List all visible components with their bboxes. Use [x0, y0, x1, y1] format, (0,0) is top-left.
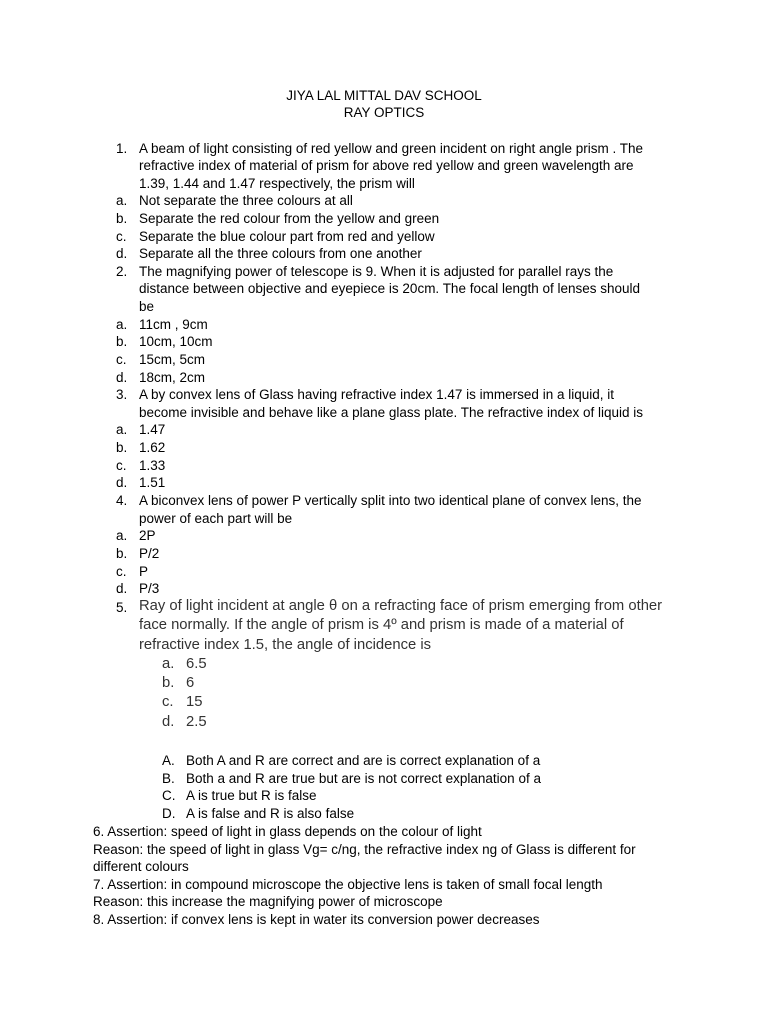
option-text: 6.5: [186, 656, 207, 672]
question-number: 3.: [116, 387, 128, 402]
option-text: A is false and R is also false: [186, 806, 355, 821]
question-number: 2.: [116, 264, 128, 279]
option-marker: a.: [162, 656, 175, 672]
assertion-7: 7. Assertion: in compound microscope the objective lens is taken of small focal length: [93, 877, 603, 892]
option-text: Separate the red colour from the yellow and green: [139, 211, 440, 226]
option-text: P/3: [139, 581, 160, 596]
option-marker: d.: [116, 581, 128, 596]
option-text: P/2: [139, 546, 160, 561]
question-number: 1.: [116, 141, 128, 156]
question-number: 5.: [116, 600, 128, 615]
reason-6-cont: different colours: [93, 859, 189, 874]
question-line: refractive index of material of prism for above red yellow and green wavelength are: [139, 158, 634, 173]
option-text: P: [139, 564, 149, 579]
option-text: 1.47: [139, 422, 166, 437]
option-text: 15: [186, 694, 203, 710]
option-marker: d.: [116, 475, 128, 490]
option-marker: b.: [116, 440, 128, 455]
assertion-6: 6. Assertion: speed of light in glass depends on the colour of light: [93, 824, 482, 839]
option-marker: b.: [116, 334, 128, 349]
option-marker: d.: [162, 714, 175, 730]
option-marker: D.: [162, 806, 176, 821]
question-line: 1.39, 1.44 and 1.47 respectively, the prism will: [139, 176, 415, 191]
option-marker: d.: [116, 246, 128, 261]
reason-6: Reason: the speed of light in glass Vg= c/ng, the refractive index ng of Glass is different for: [93, 842, 636, 857]
option-marker: c.: [162, 694, 174, 710]
option-marker: a.: [116, 317, 128, 332]
reason-7: Reason: this increase the magnifying power of microscope: [93, 894, 443, 909]
option-marker: B.: [162, 771, 175, 786]
question-line: power of each part will be: [139, 511, 293, 526]
option-marker: C.: [162, 788, 176, 803]
option-text: 1.51: [139, 475, 166, 490]
question-number: 4.: [116, 493, 128, 508]
question-line: A biconvex lens of power P vertically split into two identical plane of convex lens, the: [139, 493, 642, 508]
question-line: A by convex lens of Glass having refractive index 1.47 is immersed in a liquid, it: [139, 387, 614, 402]
school-name: JIYA LAL MITTAL DAV SCHOOL: [286, 88, 482, 103]
option-text: Separate the blue colour part from red and yellow: [139, 229, 435, 244]
option-marker: a.: [116, 193, 128, 208]
option-text: 1.62: [139, 440, 166, 455]
question-line: face normally. If the angle of prism is 4º and prism is made of a material of: [139, 617, 624, 633]
option-marker: b.: [162, 675, 175, 691]
option-text: Not separate the three colours at all: [139, 193, 353, 208]
question-line: become invisible and behave like a plane glass plate. The refractive index of liquid is: [139, 405, 644, 420]
question-line: refractive index 1.5, the angle of incidence is: [139, 637, 432, 653]
option-marker: A.: [162, 753, 175, 768]
question-line: be: [139, 299, 155, 314]
option-text: 2.5: [186, 714, 207, 730]
option-text: Both a and R are true but are is not correct explanation of a: [186, 771, 541, 786]
option-text: 2P: [139, 528, 156, 543]
option-marker: c.: [116, 564, 127, 579]
option-marker: c.: [116, 458, 127, 473]
option-marker: a.: [116, 422, 128, 437]
option-text: 1.33: [139, 458, 166, 473]
option-text: 6: [186, 675, 195, 691]
option-text: A is true but R is false: [186, 788, 317, 803]
question-line: The magnifying power of telescope is 9. When it is adjusted for parallel rays the: [139, 264, 614, 279]
option-text: 15cm, 5cm: [139, 352, 206, 367]
option-text: 11cm , 9cm: [139, 317, 208, 332]
question-line: distance between objective and eyepiece is 20cm. The focal length of lenses should: [139, 281, 641, 296]
option-marker: a.: [116, 528, 128, 543]
assertion-8: 8. Assertion: if convex lens is kept in water its conversion power decreases: [93, 912, 540, 927]
question-line: A beam of light consisting of red yellow and green incident on right angle prism . The: [139, 141, 644, 156]
option-marker: d.: [116, 370, 128, 385]
question-line: Ray of light incident at angle θ on a refracting face of prism emerging from other: [139, 598, 663, 614]
option-marker: b.: [116, 211, 128, 226]
option-text: 18cm, 2cm: [139, 370, 206, 385]
option-marker: c.: [116, 352, 127, 367]
option-marker: c.: [116, 229, 127, 244]
option-text: 10cm, 10cm: [139, 334, 213, 349]
option-text: Both A and R are correct and are is correct explanation of a: [186, 753, 541, 768]
option-text: Separate all the three colours from one another: [139, 246, 422, 261]
option-marker: b.: [116, 546, 128, 561]
subject-title: RAY OPTICS: [343, 105, 425, 120]
